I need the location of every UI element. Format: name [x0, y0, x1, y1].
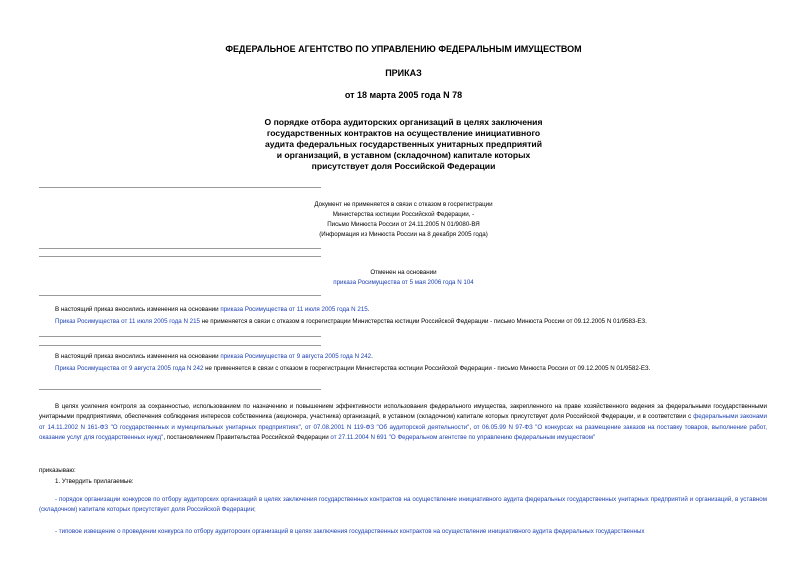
law-119-link[interactable]: от 07.08.2001 N 119-ФЗ "Об аудиторской деятельности" — [304, 423, 470, 431]
amendment-text: не применяется в связи с отказом в госрегистрации Министерства юстиции Российской Федерации - письмо Минюста России от 09.12.2005 N 01/9583-ЕЗ. — [199, 318, 647, 325]
divider — [39, 389, 321, 390]
order-item-1: 1. Утвердить прилагаемые: — [55, 478, 134, 485]
doc-type: ПРИКАЗ — [385, 68, 422, 78]
document-title — [0, 117, 807, 172]
note-line: Документ не применяется в связи с отказом в госрегистрации — [314, 201, 493, 208]
note-line: (Информация из Минюста России на 8 декабря 2005 года) — [319, 231, 488, 238]
title-line: присутствует доля Российской Федерации — [311, 161, 496, 171]
title-line: аудита федеральных государственных унитарных предприятий — [265, 139, 542, 149]
amendment-text: В настоящий приказ вносились изменения на основании — [55, 353, 221, 360]
order-sub-2[interactable] — [39, 527, 767, 537]
preamble-text: В целях усиления контроля за сохранностью, использованием по назначению и повышением эффективности использования федерального имущества, закрепленного на праве хозяйственного ведения за федеральными государственными унитарными предприятиями, обеспечения соблюдения интересов собственника (акционера, участника) организаций, в уставном (складочном) капитале которых присутствует доля Российской Федерации, и в соответствии с — [39, 403, 767, 421]
cancelled-text: Отменен на основании — [370, 269, 437, 276]
divider — [39, 187, 321, 188]
preamble-text: , — [469, 423, 474, 431]
cancel-order-link[interactable]: приказа Росимущества от 5 мая 2006 года N 104 — [333, 279, 474, 286]
amendment-text: В настоящий приказ вносились изменения на основании — [55, 306, 221, 313]
notice-link[interactable]: - типовое извещение о проведении конкурса по отбору аудиторских организаций в целях заключения государственных контрактов на осуществление инициативного аудита федеральных государственных — [55, 528, 645, 535]
order-prikazyvayu: приказываю: — [39, 467, 76, 474]
agency-name: ФЕДЕРАЛЬНОЕ АГЕНТСТВО ПО УПРАВЛЕНИЮ ФЕДЕРАЛЬНЫМ ИМУЩЕСТВОМ — [225, 44, 582, 54]
amendment-1-line1 — [55, 305, 369, 315]
divider — [39, 295, 321, 296]
preamble-text: , постановлением Правительства Российской Федерации — [163, 434, 331, 442]
amendment-text: не применяется в связи с отказом в госрегистрации Министерства юстиции Российской Федерации - письмо Минюста России от 09.12.2005 N 01/9582-ЕЗ. — [203, 365, 651, 372]
amendment-1-link[interactable]: приказа Росимущества от 11 июля 2005 года N 215 — [220, 306, 368, 313]
title-line: О порядке отбора аудиторских организаций в целях заключения — [264, 117, 543, 127]
cancelled-note — [0, 268, 807, 288]
doc-date-number: от 18 марта 2005 года N 78 — [344, 90, 463, 100]
procedure-link[interactable]: - порядок организации конкурсов по отбору аудиторских организаций в целях заключения государственных контрактов на осуществление инициативного аудита федеральных государственных унитарных предприятий и организаций, в уставном (складочном) капитале которых присутствует доля Российской Федерации; — [39, 496, 767, 514]
note-line: Письмо Минюста России от 24.11.2005 N 01/9080-ВЯ — [327, 221, 480, 228]
decree-691-link[interactable]: от 27.11.2004 N 691 "О Федеральном агентстве по управлению федеральным имуществом" — [330, 434, 596, 442]
preamble-paragraph — [39, 402, 767, 444]
amendment-2-line2 — [55, 364, 650, 374]
law-97-link[interactable]: от 06.05.99 N 97-ФЗ "О конкурсах на размещение заказов на поставку товаров, выполнение работ, оказание услуг для государственных нужд" — [39, 423, 767, 442]
amendment-2-line1 — [55, 352, 373, 362]
amendment-2-link[interactable]: приказа Росимущества от 9 августа 2005 года N 242 — [220, 353, 372, 360]
note-line: Министерства юстиции Российской Федерации, - — [332, 211, 475, 218]
title-line: государственных контрактов на осуществление инициативного — [266, 128, 541, 138]
amendment-text: . — [367, 306, 370, 313]
title-line: и организаций, в уставном (складочном) капитале которых — [276, 150, 531, 160]
amendment-1-line2 — [55, 317, 647, 327]
divider — [39, 345, 321, 346]
divider — [39, 256, 321, 257]
divider — [39, 336, 321, 337]
amendment-text: . — [371, 353, 373, 360]
amendment-2-order-link[interactable]: Приказ Росимущества от 9 августа 2005 года N 242 — [55, 365, 204, 372]
law-161-link[interactable]: федеральными законами от 14.11.2002 N 161-ФЗ "О государственных и муниципальных унитарных предприятиях" — [39, 413, 767, 431]
order-sub-1[interactable] — [39, 495, 767, 516]
divider — [39, 248, 321, 249]
registration-note — [0, 200, 807, 240]
amendment-1-order-link[interactable]: Приказ Росимущества от 11 июля 2005 года N 215 — [55, 318, 200, 325]
preamble-text: , — [300, 423, 305, 431]
